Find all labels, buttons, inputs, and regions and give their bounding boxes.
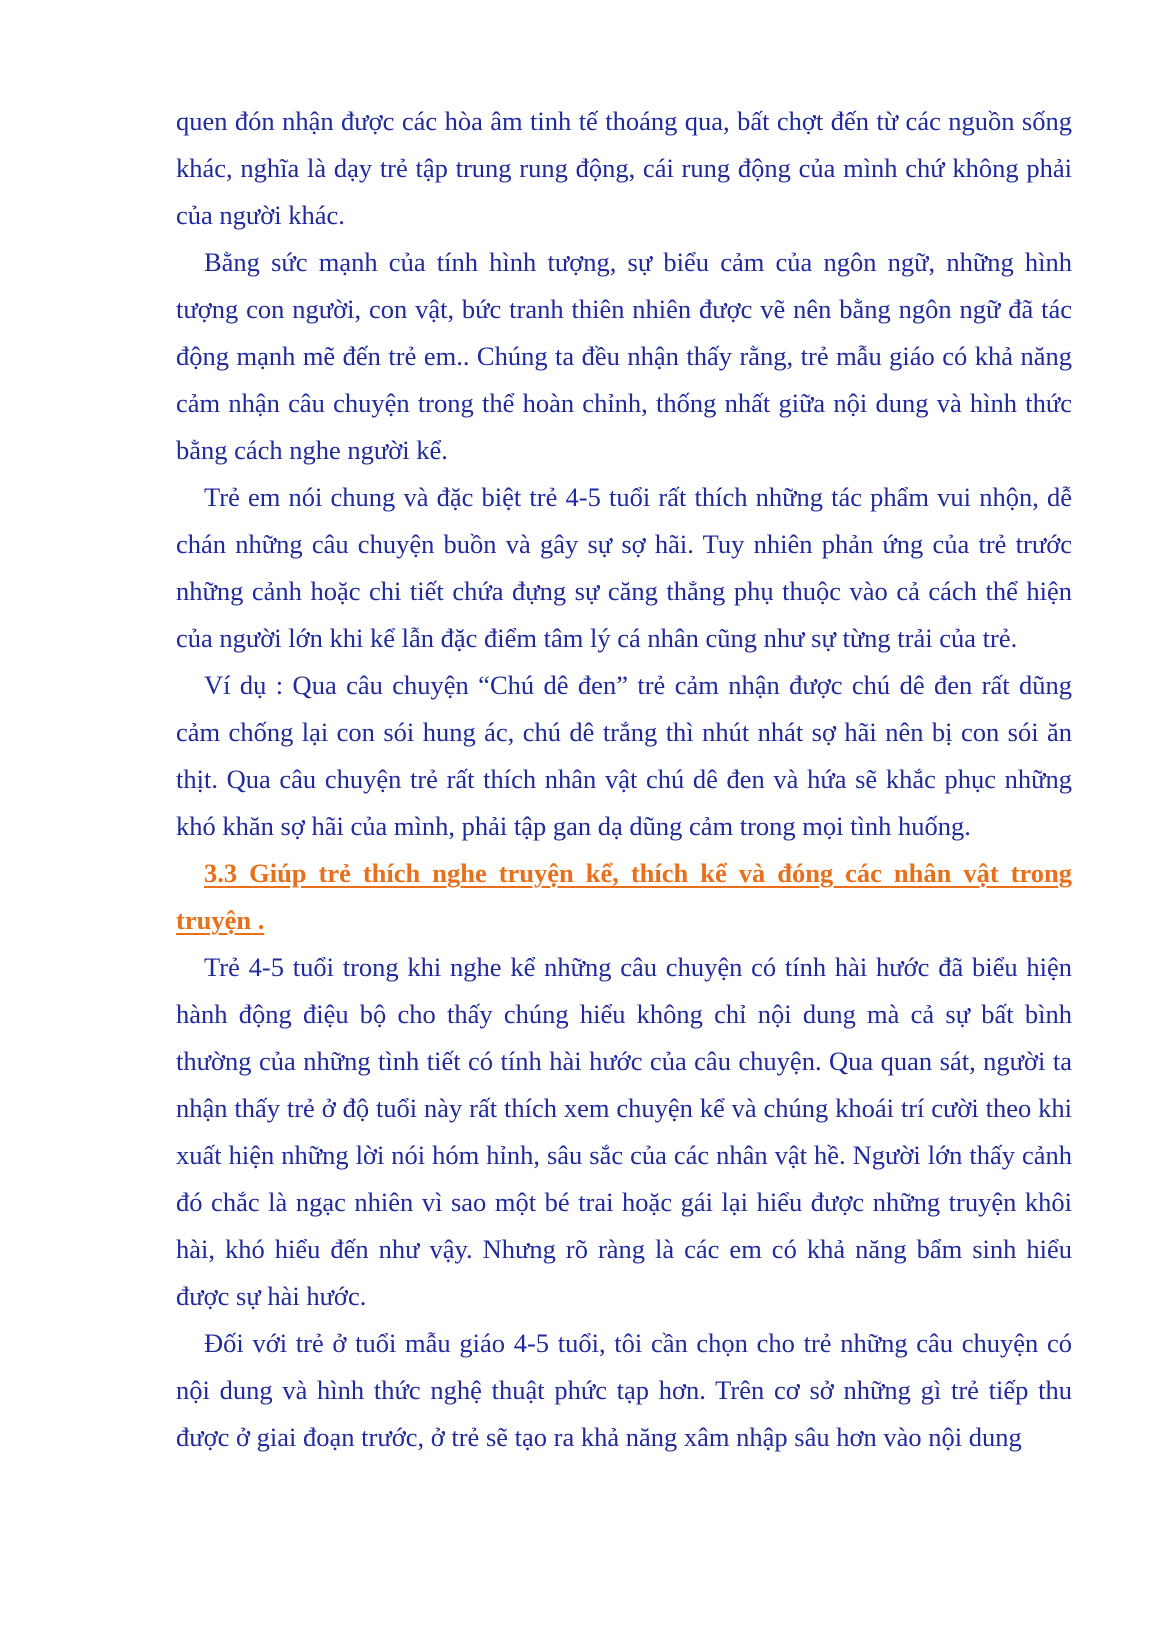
paragraph-imagery: Bằng sức mạnh của tính hình tượng, sự biểu cảm của ngôn ngữ, những hình tượng con người, con vật, bức tranh thiên nhiên được vẽ nên bằng ngôn ngữ đã tác động mạnh mẽ đến trẻ em.. Chúng ta đều nhận thấy rằng, trẻ mẫu giáo có khả năng cảm nhận câu chuyện trong thể hoàn chỉnh, thống nhất giữa nội dung và hình thức bằng cách nghe người kể.: [176, 247, 1072, 465]
section-heading: 3.3 Giúp trẻ thích nghe truyện kể, thích kể và đóng các nhân vật trong truyện .: [176, 858, 1072, 935]
paragraph-story-selection: Đối với trẻ ở tuổi mẫu giáo 4-5 tuổi, tôi cần chọn cho trẻ những câu chuyện có nội dung và hình thức nghệ thuật phức tạp hơn. Trên cơ sở những gì trẻ tiếp thu được ở giai đoạn trước, ở trẻ sẽ tạo ra khả năng xâm nhập sâu hơn vào nội dung: [176, 1328, 1072, 1452]
paragraph-humor: Trẻ 4-5 tuổi trong khi nghe kể những câu chuyện có tính hài hước đã biểu hiện hành động điệu bộ cho thấy chúng hiểu không chỉ nội dung mà cả sự bất bình thường của những tình tiết có tính hài hước của câu chuyện. Qua quan sát, người ta nhận thấy trẻ ở độ tuổi này rất thích xem chuyện kể và chúng khoái trí cười theo khi xuất hiện những lời nói hóm hỉnh, sâu sắc của các nhân vật hề. Người lớn thấy cảnh đó chắc là ngạc nhiên vì sao một bé trai hoặc gái lại hiểu được những truyện khôi hài, khó hiểu đến như vậy. Nhưng rõ ràng là các em có khả năng bẩm sinh hiểu được sự hài hước.: [176, 952, 1072, 1311]
paragraph-children-preferences: Trẻ em nói chung và đặc biệt trẻ 4-5 tuổi rất thích những tác phẩm vui nhộn, dễ chán những câu chuyện buồn và gây sự sợ hãi. Tuy nhiên phản ứng của trẻ trước những cảnh hoặc chi tiết chứa đựng sự căng thẳng phụ thuộc vào cả cách thể hiện của người lớn khi kể lẫn đặc điểm tâm lý cá nhân cũng như sự từng trải của trẻ.: [176, 482, 1072, 653]
document-page: [176, 98, 1072, 1461]
paragraph-example: Ví dụ : Qua câu chuyện “Chú dê đen” trẻ cảm nhận được chú dê đen rất dũng cảm chống lại con sói hung ác, chú dê trắng thì nhút nhát sợ hãi nên bị con sói ăn thịt. Qua câu chuyện trẻ rất thích nhân vật chú dê đen và hứa sẽ khắc phục những khó khăn sợ hãi của mình, phải tập gan dạ dũng cảm trong mọi tình huống.: [176, 670, 1072, 841]
paragraph-continuation: quen đón nhận được các hòa âm tinh tế thoáng qua, bất chợt đến từ các nguồn sống khác, nghĩa là dạy trẻ tập trung rung động, cái rung động của mình chứ không phải của người khác.: [176, 106, 1072, 230]
